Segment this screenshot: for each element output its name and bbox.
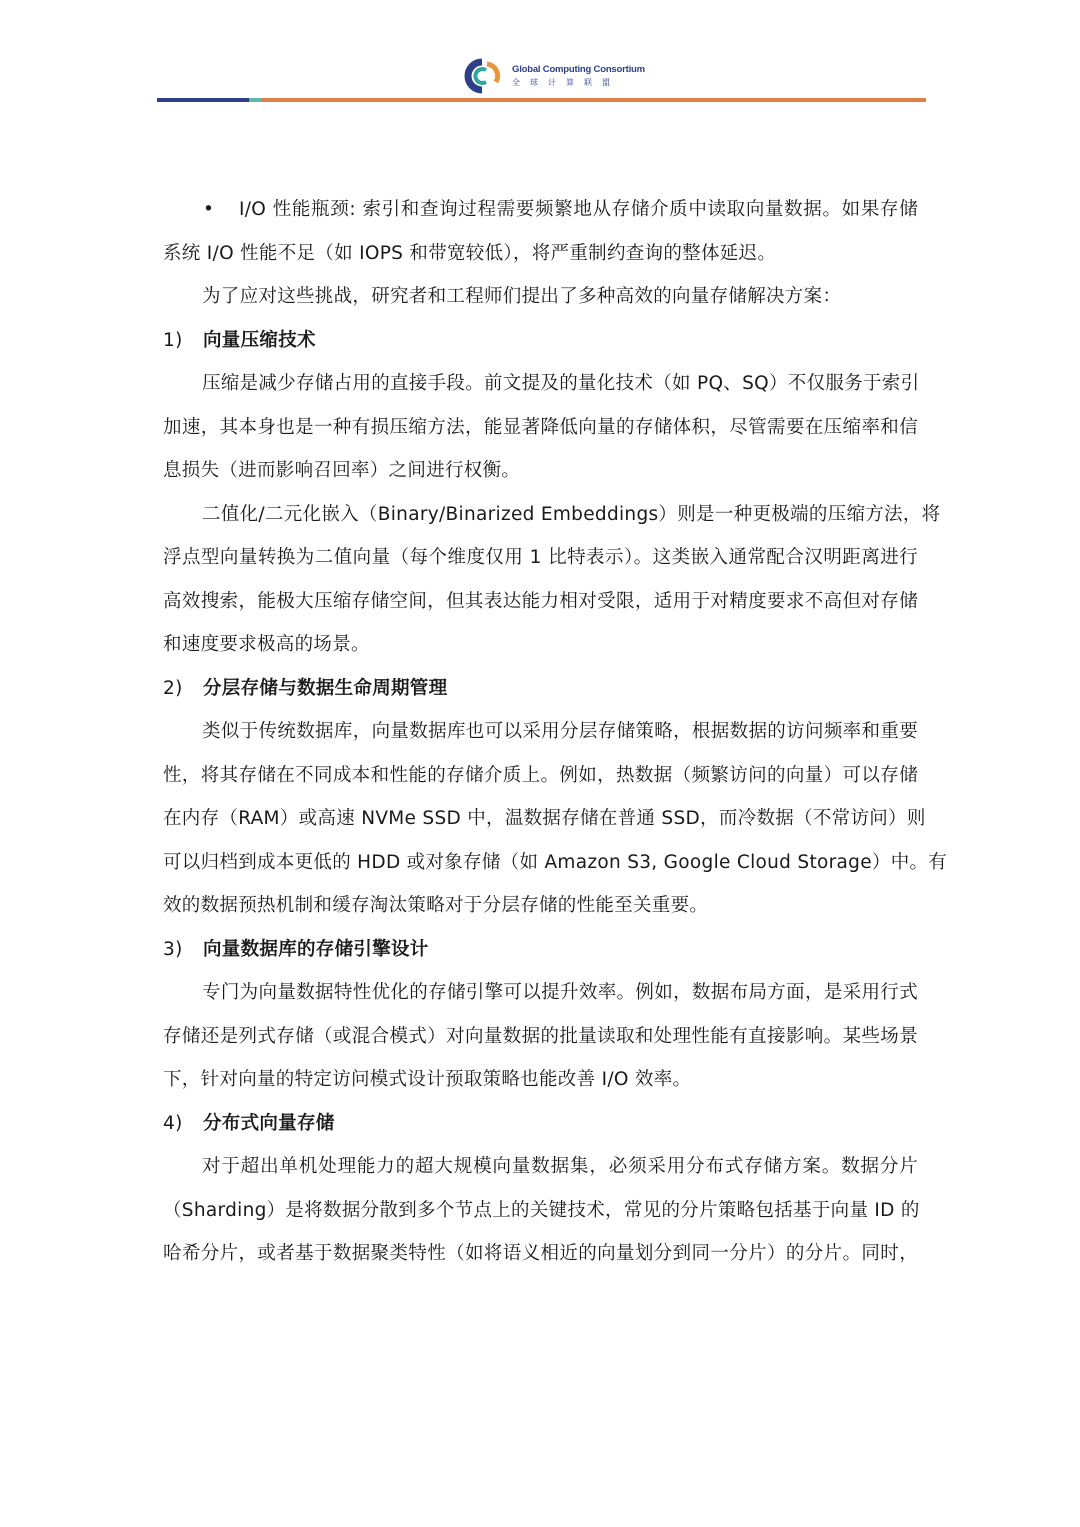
bullet-line: • I/O 性能瓶颈: 索引和查询过程需要频繁地从存储介质中读取向量数据。如果存储 xyxy=(163,188,918,232)
paragraph-line: 和速度要求极高的场景。 xyxy=(163,634,370,655)
paragraph-line: 专门为向量数据特性优化的存储引擎可以提升效率。例如，数据布局方面，是采用行式 xyxy=(202,982,918,1003)
paragraph-line: 存储还是列式存储（或混合模式）对向量数据的批量读取和处理性能有直接影响。某些场景 xyxy=(163,1025,918,1047)
intro-paragraph: 为了应对这些挑战，研究者和工程师们提出了多种高效的向量存储解决方案： xyxy=(202,286,842,307)
paragraph-line: 哈希分片，或者基于数据聚类特性（如将语义相近的向量划分到同一分片）的分片。同时， xyxy=(163,1243,918,1264)
logo-name-en: Global Computing Consortium xyxy=(512,64,645,75)
paragraph-line: 对于超出单机处理能力的超大规模向量数据集，必须采用分布式存储方案。数据分片 xyxy=(202,1156,918,1177)
consortium-logo xyxy=(460,58,645,94)
paragraph-line: 在内存（RAM）或高速 NVMe SSD 中，温数据存储在普通 SSD，而冷数据（不常访问）则 xyxy=(163,808,926,829)
paragraph-line: 高效搜索，能极大压缩存储空间，但其表达能力相对受限，适用于对精度要求不高但对存储 xyxy=(163,590,918,612)
paragraph-line: 系统 I/O 性能不足（如 IOPS 和带宽较低），将严重制约查询的整体延迟。 xyxy=(163,242,777,264)
paragraph-line: 二值化/二元化嵌入（Binary/Binarized Embeddings）则是一种更极端的压缩方法，将 xyxy=(202,503,941,525)
gcc-logo-icon xyxy=(460,58,504,94)
section-heading: 1) 向量压缩技术 xyxy=(163,329,316,351)
page-header xyxy=(0,0,1080,110)
paragraph-line: 类似于传统数据库，向量数据库也可以采用分层存储策略，根据数据的访问频率和重要 xyxy=(202,721,918,742)
section-heading: 4) 分布式向量存储 xyxy=(163,1112,335,1134)
paragraph-line: 息损失（进而影响召回率）之间进行权衡。 xyxy=(163,460,521,481)
header-divider xyxy=(157,98,926,102)
paragraph-line: 可以归档到成本更低的 HDD 或对象存储（如 Amazon S3, Google Cloud Storage）中。有 xyxy=(163,851,948,873)
paragraph-line: 加速，其本身也是一种有损压缩方法，能显著降低向量的存储体积，尽管需要在压缩率和信 xyxy=(163,416,918,438)
bullet-icon: • xyxy=(203,199,215,220)
section-heading: 3) 向量数据库的存储引擎设计 xyxy=(163,938,429,960)
paragraph-line: 压缩是减少存储占用的直接手段。前文提及的量化技术（如 PQ、SQ）不仅服务于索引 xyxy=(202,373,920,394)
document-body xyxy=(163,188,948,1276)
paragraph-line: 效的数据预热机制和缓存淘汰策略对于分层存储的性能至关重要。 xyxy=(163,895,709,916)
paragraph-line: 浮点型向量转换为二值向量（每个维度仅用 1 比特表示）。这类嵌入通常配合汉明距离进行 xyxy=(163,547,918,568)
section-heading: 2) 分层存储与数据生命周期管理 xyxy=(163,677,448,699)
paragraph-line: 下，针对向量的特定访问模式设计预取策略也能改善 I/O 效率。 xyxy=(163,1069,692,1090)
logo-name-cn: 全球计算联盟 xyxy=(512,78,620,87)
paragraph-line: 性，将其存储在不同成本和性能的存储介质上。例如，热数据（频繁访问的向量）可以存储 xyxy=(163,764,918,786)
paragraph-line: （Sharding）是将数据分散到多个节点上的关键技术，常见的分片策略包括基于向量 ID 的 xyxy=(163,1199,920,1221)
